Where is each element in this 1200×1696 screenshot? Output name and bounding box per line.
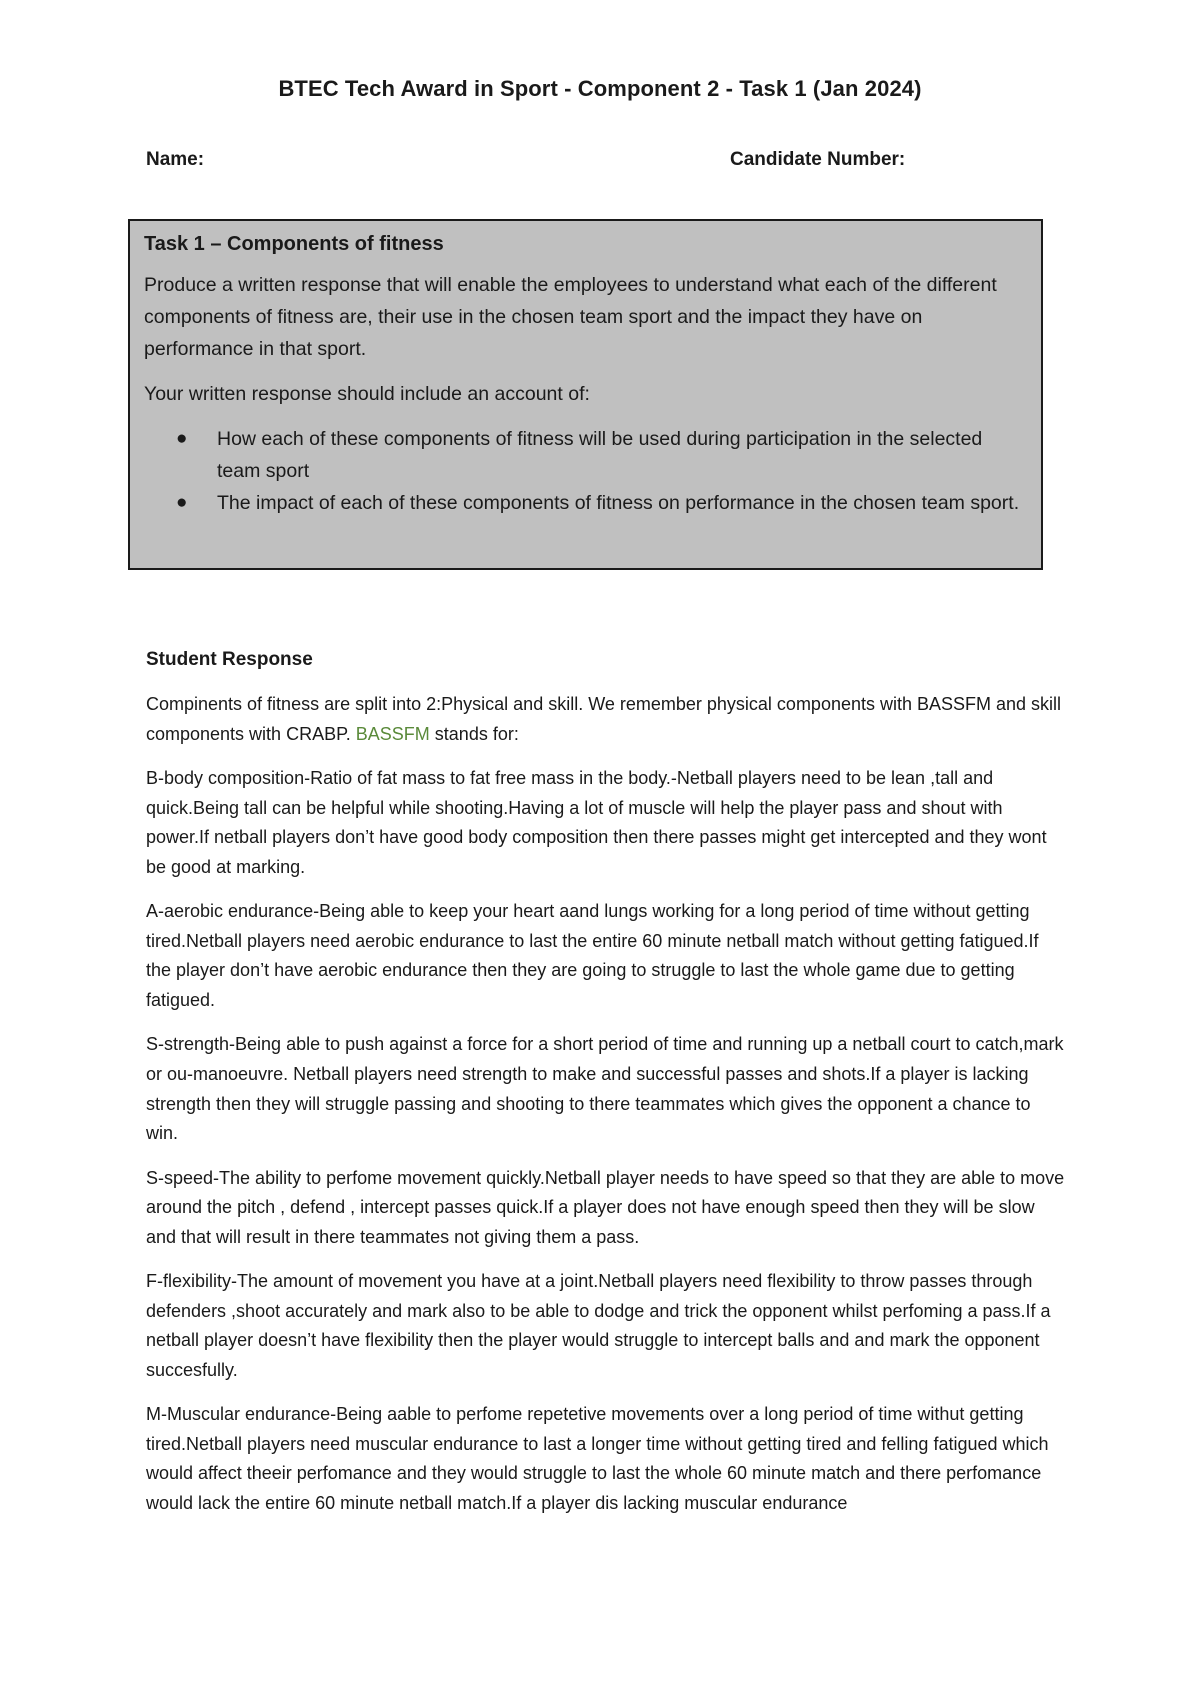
task-heading: Task 1 – Components of fitness: [144, 233, 444, 255]
task-bullet-text: How each of these components of fitness will be used during participation in the selected team sport: [217, 428, 983, 482]
response-intro-text: Compinents of fitness are split into 2:Physical and skill. We remember physical components with BASSFM and skill components with CRABP.: [146, 694, 1062, 744]
task-brief-box: [128, 219, 1043, 570]
candidate-number-label: Candidate Number:: [730, 149, 906, 170]
body-composition-paragraph: B-body composition-Ratio of fat mass to fat free mass in the body.-Netball players need to be lean ,tall and quick.Being tall can be helpful while shooting.Having a lot of muscle will help the player pass and shout with power.If netball players don’t have good body composition then there passes might get intercepted and they wont be good at marking.: [146, 767, 1047, 877]
task-bullet-item: [144, 487, 1027, 519]
task-bullet-item: [144, 423, 1027, 487]
page-title: BTEC Tech Award in Sport - Component 2 - Task 1 (Jan 2024): [278, 76, 922, 101]
bassfm-highlight: BASSFM: [355, 723, 430, 744]
bullet-icon: ●: [176, 492, 188, 513]
student-response-heading: Student Response: [146, 649, 313, 670]
student-response-section: [146, 646, 1066, 1533]
bullet-icon: ●: [176, 428, 188, 449]
task-bullet-text: The impact of each of these components of fitness on performance in the chosen team sport.: [217, 492, 1020, 514]
aerobic-endurance-paragraph: A-aerobic endurance-Being able to keep your heart aand lungs working for a long period of time without getting tired.Netball players need aerobic endurance to last the entire 60 minute netball match without getting fatigued.If the player don’t have aerobic endurance then they are going to struggle to last the whole game due to getting fatigued.: [146, 901, 1039, 1010]
task-bullet-list: [144, 423, 1027, 519]
task-lead: Your written response should include an account of:: [144, 383, 590, 405]
task-intro: Produce a written response that will enable the employees to understand what each of the different components of fitness are, their use in the chosen team sport and the impact they have on performance in that sport.: [144, 274, 997, 360]
speed-paragraph: S-speed-The ability to perfome movement quickly.Netball player needs to have speed so that they are able to move around the pitch , defend , intercept passes quick.If a player does not have enough speed then they will be slow and that will result in there teammates not giving them a pass.: [146, 1167, 1065, 1247]
muscular-endurance-paragraph: M-Muscular endurance-Being aable to perfome repetetive movements over a long period of time withut getting tired.Netball players need muscular endurance to last a longer time without getting tired and felling fatigued which would affect theeir perfomance and they would struggle to last the whole 60 minute match and there perfomance would lack the entire 60 minute netball match.If a player dis lacking muscular endurance: [146, 1404, 1049, 1514]
response-intro-end: stands for:: [429, 723, 519, 744]
strength-paragraph: S-strength-Being able to push against a force for a short period of time and running up a netball court to catch,mark or ou-manoeuvre. Netball players need strength to make and successful passes and shots.If a player is lacking strength then they will struggle passing and shooting to there teammates which gives the opponent a chance to win.: [146, 1034, 1064, 1144]
response-intro: [146, 690, 1066, 749]
name-label: Name:: [146, 149, 205, 170]
flexibility-paragraph: F-flexibility-The amount of movement you have at a joint.Netball players need flexibility to throw passes through defenders ,shoot accurately and mark also to be able to dodge and trick the opponent whilst perfoming a pass.If a netball player doesn’t have flexibility then the player would struggle to intercept balls and and mark the opponent succesfully.: [146, 1271, 1051, 1380]
